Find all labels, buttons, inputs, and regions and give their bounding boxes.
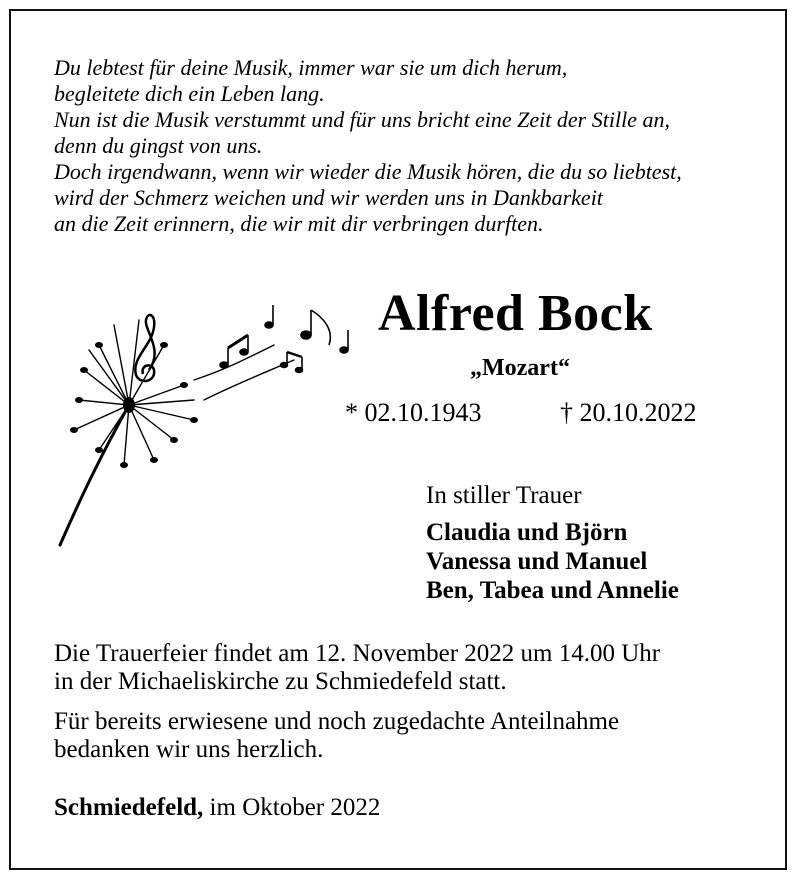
mourner-names: Ben, Tabea und Annelie bbox=[426, 577, 679, 604]
mourner-names: Vanessa und Manuel bbox=[426, 548, 648, 575]
signature-line bbox=[54, 794, 380, 822]
birth-date: * 02.10.1943 bbox=[345, 398, 482, 427]
service-line: in der Michaeliskirche zu Schmiedefeld statt. bbox=[54, 668, 507, 695]
poem-line: Doch irgendwann, wenn wir wieder die Musik hören, die du so liebtest, bbox=[54, 159, 682, 184]
death-date: † 20.10.2022 bbox=[560, 398, 697, 427]
poem-line: Nun ist die Musik verstummt und für uns bricht eine Zeit der Stille an, bbox=[54, 107, 670, 132]
poem-line: denn du gingst von uns. bbox=[54, 133, 263, 158]
poem-line: wird der Schmerz weichen und wir werden uns in Dankbarkeit bbox=[54, 185, 603, 210]
deceased-name: Alfred Bock bbox=[378, 285, 653, 342]
mourner-names: Claudia und Björn bbox=[426, 519, 628, 546]
service-info bbox=[54, 640, 660, 696]
signature-date: im Oktober 2022 bbox=[203, 794, 381, 821]
thanks-text bbox=[54, 708, 619, 764]
deceased-nickname: „Mozart“ bbox=[470, 355, 570, 381]
dandelion-music-notes-icon bbox=[44, 290, 364, 555]
service-line: Die Trauerfeier findet am 12. November 2022 um 14.00 Uhr bbox=[54, 640, 661, 667]
signature-place: Schmiedefeld, bbox=[54, 794, 204, 821]
poem-line: an die Zeit erinnern, die wir mit dir verbringen durften. bbox=[54, 211, 544, 236]
mourning-label: In stiller Trauer bbox=[426, 482, 582, 509]
mourners-list bbox=[426, 518, 679, 605]
poem-line: begleitete dich ein Leben lang. bbox=[54, 81, 325, 106]
thanks-line: Für bereits erwiesene und noch zugedachte Anteilnahme bbox=[54, 708, 620, 735]
poem-line: Du lebtest für deine Musik, immer war sie um dich herum, bbox=[54, 55, 568, 80]
thanks-line: bedanken wir uns herzlich. bbox=[54, 736, 324, 763]
poem bbox=[54, 55, 774, 237]
